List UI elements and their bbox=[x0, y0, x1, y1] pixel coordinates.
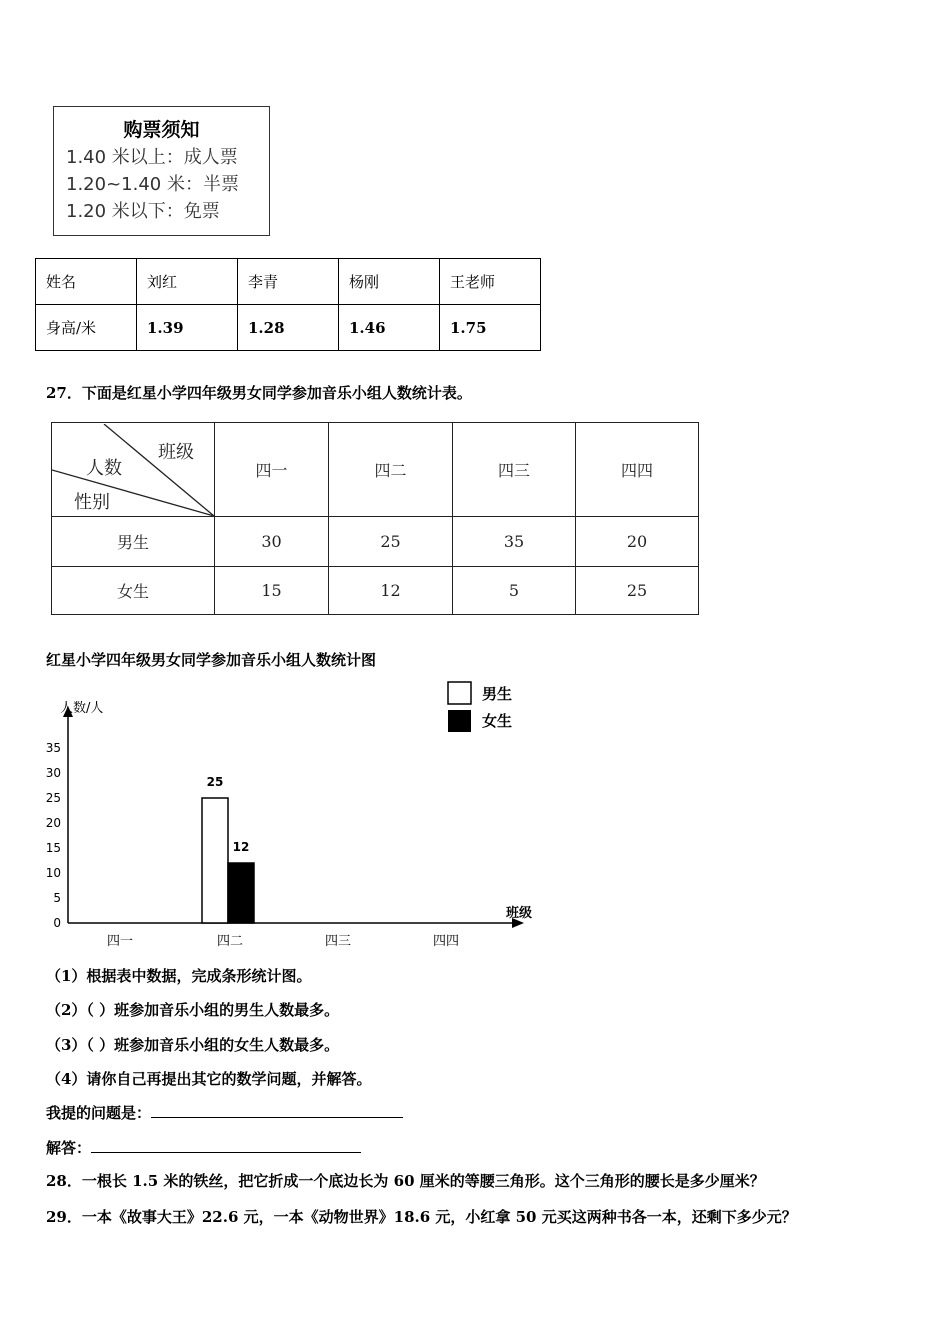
x-category-label: 四一 bbox=[106, 934, 134, 949]
table-cell: 李青 bbox=[238, 259, 339, 305]
table-cell: 刘红 bbox=[137, 259, 238, 305]
legend-label-boys: 男生 bbox=[482, 685, 513, 703]
bar bbox=[202, 798, 228, 923]
class-header: 四二 bbox=[329, 423, 453, 517]
y-tick-label: 10 bbox=[45, 866, 61, 880]
row-label: 男生 bbox=[52, 517, 215, 567]
table-cell: 1.28 bbox=[238, 305, 339, 351]
x-axis-label: 班级 bbox=[506, 906, 533, 921]
table-cell: 30 bbox=[215, 517, 329, 567]
question-29: 29．一本《故事大王》22.6 元，一本《动物世界》18.6 元，小红拿 50 元买这两种书各一本，还剩下多少元？ bbox=[46, 1208, 797, 1226]
corner-count-label: 人数 bbox=[86, 457, 122, 479]
table-cell: 15 bbox=[215, 567, 329, 615]
question-28: 28．一根长 1.5 米的铁丝，把它折成一个底边长为 60 厘米的等腰三角形。这个三角形的腰长是多少厘米？ bbox=[46, 1172, 765, 1190]
table-cell: 12 bbox=[329, 567, 453, 615]
y-tick-label: 0 bbox=[53, 916, 61, 930]
table-cell: 1.46 bbox=[339, 305, 440, 351]
class-header: 四一 bbox=[215, 423, 329, 517]
music-group-table bbox=[51, 422, 699, 615]
class-header: 四三 bbox=[453, 423, 576, 517]
table-cell: 20 bbox=[576, 517, 699, 567]
table-cell: 1.39 bbox=[137, 305, 238, 351]
diagonal-header-cell bbox=[52, 423, 215, 517]
my-question-label: 我提的问题是： bbox=[46, 1104, 152, 1122]
table-cell: 35 bbox=[453, 517, 576, 567]
question-27-1: （1）根据表中数据，完成条形统计图。 bbox=[46, 967, 312, 985]
chart-title: 红星小学四年级男女同学参加音乐小组人数统计图 bbox=[46, 651, 377, 669]
notice-line-free: 1.20 米以下：免票 bbox=[66, 201, 220, 222]
answer-line bbox=[46, 1137, 361, 1158]
bar bbox=[228, 863, 254, 923]
table-row bbox=[52, 567, 699, 615]
question-27-4: （4）请你自己再提出其它的数学问题，并解答。 bbox=[46, 1070, 372, 1088]
notice-line-adult: 1.40 米以上：成人票 bbox=[66, 147, 238, 168]
table-cell: 姓名 bbox=[36, 259, 137, 305]
table-cell: 25 bbox=[576, 567, 699, 615]
notice-title: 购票须知 bbox=[123, 119, 200, 141]
answer-blank[interactable] bbox=[151, 1103, 403, 1118]
answer-blank[interactable] bbox=[91, 1138, 361, 1153]
legend-label-girls: 女生 bbox=[482, 712, 513, 730]
legend-swatch-girls bbox=[448, 710, 471, 732]
table-cell: 杨刚 bbox=[339, 259, 440, 305]
x-category-label: 四二 bbox=[216, 934, 244, 949]
notice-line-half: 1.20~1.40 米：半票 bbox=[66, 174, 239, 195]
my-question-line bbox=[46, 1102, 403, 1123]
corner-class-label: 班级 bbox=[158, 441, 194, 463]
table-row bbox=[36, 305, 541, 351]
x-category-label: 四四 bbox=[432, 934, 460, 949]
table-cell: 身高/米 bbox=[36, 305, 137, 351]
question-27-2: （2）（ ）班参加音乐小组的男生人数最多。 bbox=[46, 1001, 340, 1019]
corner-gender-label: 性别 bbox=[74, 491, 110, 513]
question-27: 27．下面是红星小学四年级男女同学参加音乐小组人数统计表。 bbox=[46, 384, 472, 402]
y-tick-label: 15 bbox=[45, 841, 61, 855]
table-row bbox=[52, 423, 699, 517]
table-cell: 王老师 bbox=[440, 259, 541, 305]
table-cell: 5 bbox=[453, 567, 576, 615]
heights-table bbox=[35, 258, 541, 351]
question-27-3: （3）（ ）班参加音乐小组的女生人数最多。 bbox=[46, 1036, 340, 1054]
legend-swatch-boys bbox=[448, 682, 471, 704]
class-header: 四四 bbox=[576, 423, 699, 517]
table-cell: 25 bbox=[329, 517, 453, 567]
y-axis-label: 人数/人 bbox=[60, 701, 104, 716]
answer-label: 解答： bbox=[46, 1139, 92, 1157]
bar-chart bbox=[0, 670, 560, 960]
table-cell: 1.75 bbox=[440, 305, 541, 351]
y-tick-label: 5 bbox=[53, 891, 61, 905]
ticket-notice-box bbox=[53, 106, 270, 236]
y-tick-label: 30 bbox=[45, 766, 61, 780]
bar-data-label: 25 bbox=[206, 775, 224, 789]
row-label: 女生 bbox=[52, 567, 215, 615]
bar-data-label: 12 bbox=[232, 840, 250, 854]
x-category-label: 四三 bbox=[324, 934, 352, 949]
y-tick-label: 20 bbox=[45, 816, 61, 830]
table-row bbox=[36, 259, 541, 305]
y-tick-label: 25 bbox=[45, 791, 61, 805]
table-row bbox=[52, 517, 699, 567]
y-tick-label: 35 bbox=[45, 741, 61, 755]
